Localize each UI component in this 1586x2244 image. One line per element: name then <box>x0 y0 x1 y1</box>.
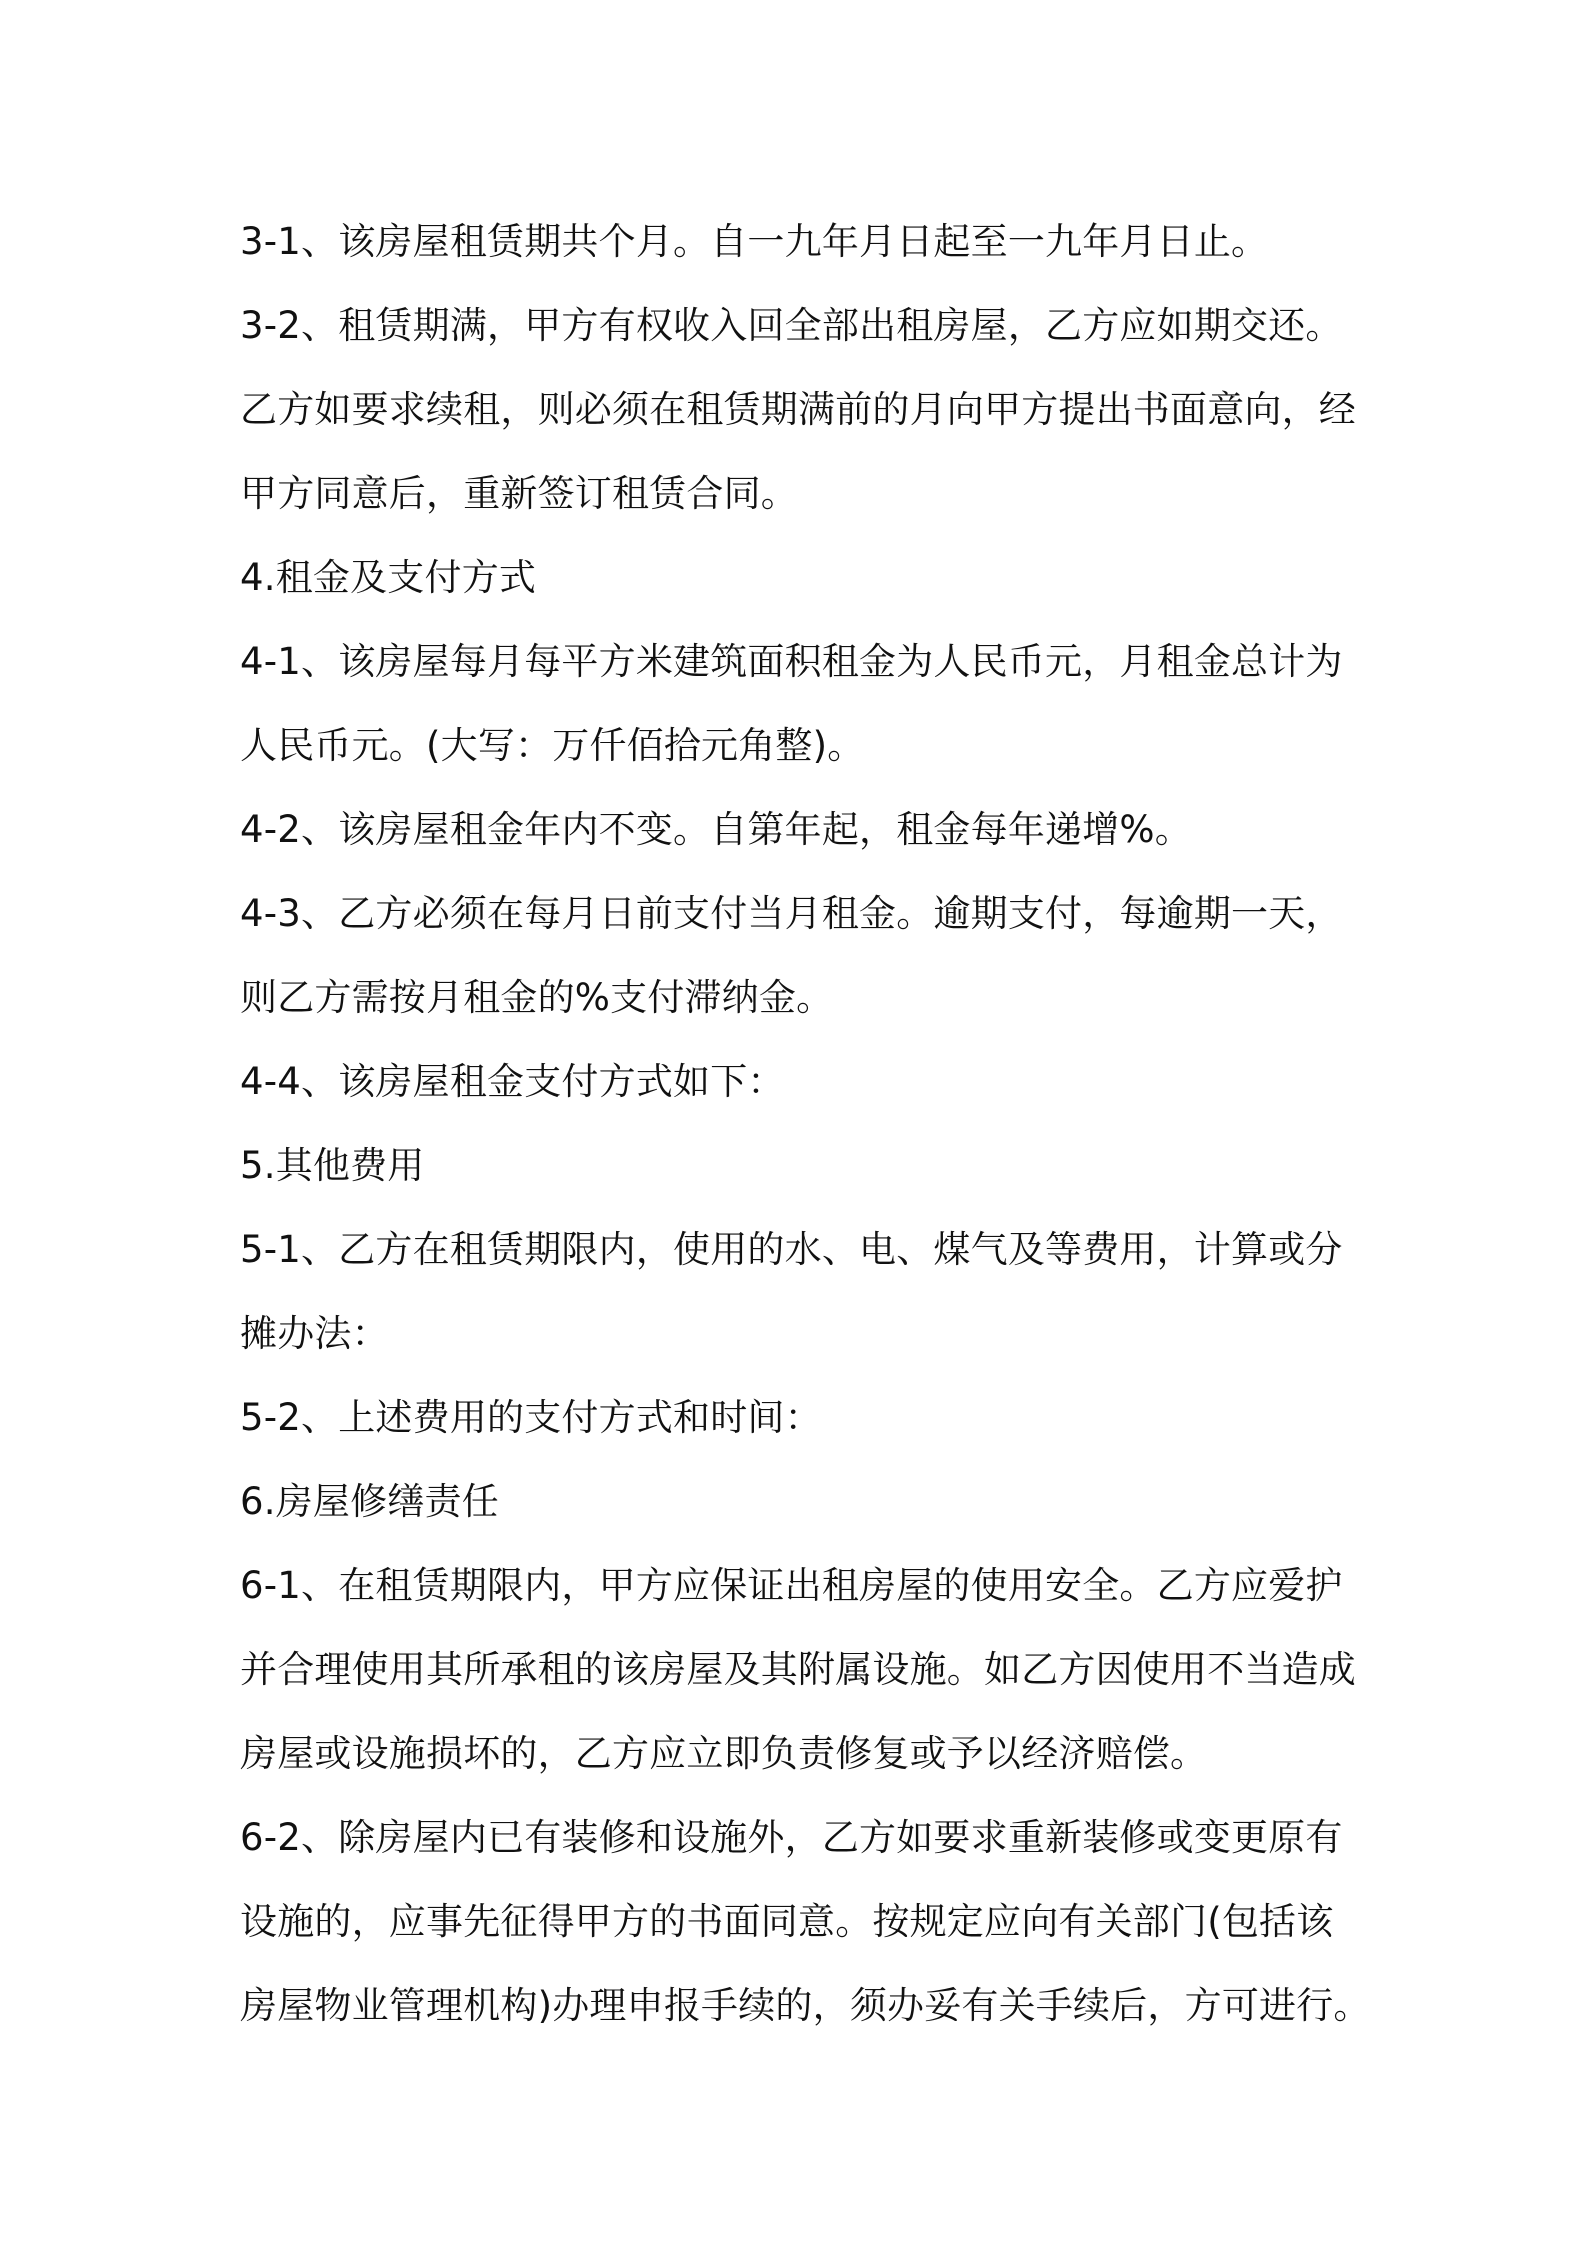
clause-3-2-line: 3-2、租赁期满，甲方有权收入回全部出租房屋，乙方应如期交还。 <box>240 304 1343 347</box>
clause-6-1-continuation: 并合理使用其所承租的该房屋及其附属设施。如乙方因使用不当造成 <box>240 1648 1356 1691</box>
clause-6-1-continuation: 房屋或设施损坏的，乙方应立即负责修复或予以经济赔偿。 <box>240 1732 1208 1775</box>
clause-4-4-line: 4-4、该房屋租金支付方式如下： <box>240 1060 785 1103</box>
clause-5-1-continuation: 摊办法： <box>240 1312 389 1355</box>
clause-5-2-line: 5-2、上述费用的支付方式和时间： <box>240 1396 822 1439</box>
clause-4-2-line: 4-2、该房屋租金年内不变。自第年起，租金每年递增%。 <box>240 808 1192 851</box>
clause-6-1-line: 6-1、在租赁期限内，甲方应保证出租房屋的使用安全。乙方应爱护 <box>240 1564 1343 1607</box>
section-6-heading: 6.房屋修缮责任 <box>240 1480 499 1523</box>
clause-3-2-continuation: 乙方如要求续租，则必须在租赁期满前的月向甲方提出书面意向，经 <box>240 388 1356 431</box>
clause-6-2-continuation: 房屋物业管理机构)办理申报手续的，须办妥有关手续后，方可进行。 <box>240 1984 1371 2027</box>
section-4-heading: 4.租金及支付方式 <box>240 556 537 599</box>
clause-4-3-line: 4-3、乙方必须在每月日前支付当月租金。逾期支付，每逾期一天， <box>240 892 1343 935</box>
contract-text <box>240 200 1370 2048</box>
clause-3-2-continuation: 甲方同意后，重新签订租赁合同。 <box>240 472 798 515</box>
clause-3-1-line: 3-1、该房屋租赁期共个月。自一九年月日起至一九年月日止。 <box>240 220 1269 263</box>
clause-6-2-line: 6-2、除房屋内已有装修和设施外，乙方如要求重新装修或变更原有 <box>240 1816 1343 1859</box>
clause-5-1-line: 5-1、乙方在租赁期限内，使用的水、电、煤气及等费用，计算或分 <box>240 1228 1343 1271</box>
clause-4-1-continuation: 人民币元。(大写：万仟佰拾元角整)。 <box>240 724 865 767</box>
section-5-heading: 5.其他费用 <box>240 1144 425 1187</box>
clause-4-1-line: 4-1、该房屋每月每平方米建筑面积租金为人民币元，月租金总计为 <box>240 640 1343 683</box>
clause-4-3-continuation: 则乙方需按月租金的%支付滞纳金。 <box>240 976 834 1019</box>
clause-6-2-continuation: 设施的，应事先征得甲方的书面同意。按规定应向有关部门(包括该 <box>240 1900 1334 1943</box>
